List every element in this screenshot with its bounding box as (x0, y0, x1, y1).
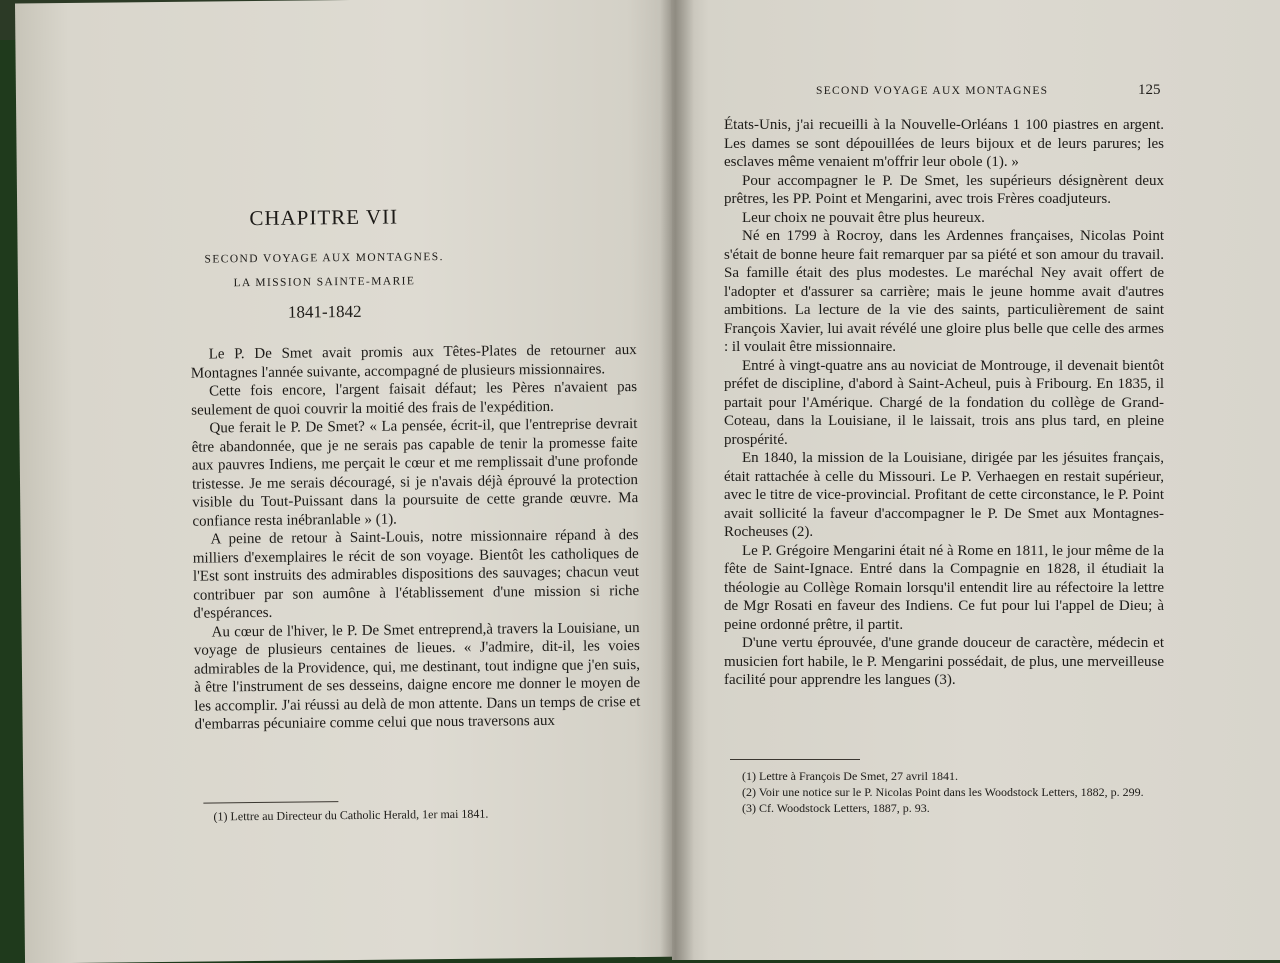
footnote: (3) Cf. Woodstock Letters, 1887, p. 93. (742, 801, 930, 815)
paragraph: D'une vertu éprouvée, d'une grande douceur de caractère, médecin et musicien fort habile, le P. Mengarini possédait, de plus, une merveilleuse facilité pour apprendre les langues (3). (724, 635, 1164, 688)
footnote: (1) Lettre à François De Smet, 27 avril 1841. (742, 769, 958, 783)
footnote-rule (730, 759, 860, 760)
left-footnotes (213, 804, 653, 825)
book-gutter (660, 0, 694, 960)
paragraph: Au cœur de l'hiver, le P. De Smet entreprend,à travers la Louisiane, un voyage de plusieurs centaines de lieues. « J'admire, dit-il, les voies admirables de la Providence, qui, me destinant, tout indigne que j'en suis, à être l'instrument de ses desseins, daigne encore me donner le moyen de les accomplir. J'ai réussi au delà de mon attente. Dans un temps de crise et d'embarras pécuniaire comme celui que nous traversons aux (193, 619, 641, 733)
paragraph: Le P. Grégoire Mengarini était né à Rome en 1811, le jour même de la fête de Saint-Ignace. Entré dans la Compagnie en 1828, il étudiait la théologie au Collège Romain lorsqu'il entendit lire au réfectoire la lettre de Mgr Rosati en faveur des Indiens. Ce fut pour lui l'appel de Dieu; à peine ordonné prêtre, il partit. (724, 542, 1164, 633)
right-footnotes (742, 768, 1162, 816)
paragraph: Pour accompagner le P. De Smet, les supérieurs désignèrent deux prêtres, les PP. Point et Mengarini, avec trois Frères coadjuteurs. (724, 172, 1164, 207)
paragraph: Entré à vingt-quatre ans au noviciat de Montrouge, il devenait bientôt préfet de discipline, d'abord à Saint-Acheul, puis à Fribourg. En 1835, il partait pour l'Amérique. Chargé de la fondation du collège de Grand-Coteau, dans la Louisiane, il le laissait, trois ans plus tard, en pleine prospérité. (724, 357, 1164, 448)
footnote-rule (203, 801, 338, 803)
running-head: SECOND VOYAGE AUX MONTAGNES (816, 85, 1049, 97)
paragraph: En 1840, la mission de la Louisiane, dirigée par les jésuites français, était rattachée à celle du Missouri. Le P. Verhaegen en restait supérieur, avec le titre de vice-provincial. Profitant de cette circonstance, le P. Point avait sollicité la faveur d'accompagner le P. De Smet aux Montagnes-Rocheuses (2). (724, 450, 1164, 540)
page-number: 125 (1138, 82, 1161, 98)
right-page (672, 0, 1280, 960)
footnote: (2) Voir une notice sur le P. Nicolas Point dans les Woodstock Letters, 1882, p. 299. (742, 785, 1144, 799)
chapter-dates: 1841-1842 (287, 301, 362, 322)
chapter-title: CHAPITRE VII (249, 204, 399, 231)
footnote: (1) Lettre au Directeur du Catholic Herald, 1er mai 1841. (213, 806, 489, 824)
chapter-subtitle-2: LA MISSION SAINTE-MARIE (233, 275, 416, 290)
paragraph: Le P. De Smet avait promis aux Têtes-Plates de retourner aux Montagnes l'année suivante, accompagné de plusieurs missionnaires. (190, 342, 637, 382)
paragraph: Leur choix ne pouvait être plus heureux. (742, 209, 985, 226)
left-body-text (191, 341, 641, 734)
right-body-text (724, 116, 1164, 690)
paragraph: Né en 1799 à Rocroy, dans les Ardennes françaises, Nicolas Point s'était de bonne heure fait remarquer par sa piété et son amour du travail. Sa famille était des plus modestes. Le maréchal Ney avait offert de l'adopter et d'assurer sa carrière; mais le jeune homme avait d'autres ambitions. La lecture de la vie des saints, particulièrement de saint François Xavier, lui avait révélé une gloire plus belle que celle des armes : il voulait être missionnaire. (724, 228, 1164, 355)
paragraph-continuation: États-Unis, j'ai recueilli à la Nouvelle-Orléans 1 100 piastres en argent. Les dames se sont dépouillées de leurs bijoux et de leurs parures; les esclaves même venaient m'offrir leur obole (1). » (724, 117, 1164, 170)
paragraph: Cette fois encore, l'argent faisait défaut; les Pères n'avaient pas seulement de quoi couvrir la moitié des frais de l'expédition. (191, 379, 638, 419)
paragraph: Que ferait le P. De Smet? « La pensée, écrit-il, que l'entreprise devrait être abandonnée, que je ne serais pas capable de tenir la promesse faite aux pauvres Indiens, me perçait le cœur et me remplissait d'une profonde tristesse. Je me serais découragé, si je n'avais déjà éprouvé la protection visible du Tout-Puissant dans la poursuite de cette grande œuvre. Ma confiance resta inébranlable » (1). (191, 416, 639, 530)
left-page (15, 0, 690, 963)
chapter-subtitle-1: SECOND VOYAGE AUX MONTAGNES. (204, 251, 444, 266)
paragraph: A peine de retour à Saint-Louis, notre missionnaire répand à des milliers d'exemplaires le récit de son voyage. Bientôt les catholiques de l'Est sont instruits des admirables dispositions des sauvages; chacun veut contribuer par son aumône à l'établissement d'une mission si riche d'espérances. (192, 527, 640, 622)
